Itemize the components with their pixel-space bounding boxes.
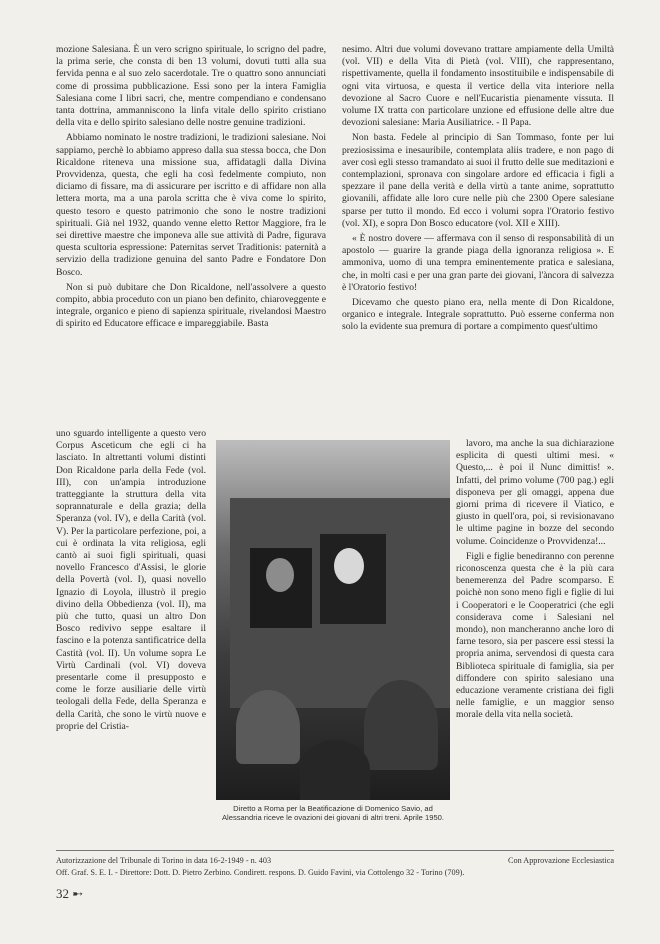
- paragraph: Figli e figlie benediranno con perenne riconoscenza questa che è la più cara benemerenza del Padre scomparso. E poichè non sono meno figli e figlie di lui i Cooperatori e le Cooperatrici (che egli considerava come i Salesiani nel mondo), non mancheranno anche loro di farne tesoro, sia per pascere essi stessi la propria anima, servendosi di questa cara Biblioteca spirituale di famiglia, sia per diffondere con spirito salesiano una educazione veramente cristiana dei figli nelle famiglie, e un maggior senso morale della vita nella società.: [456, 550, 614, 721]
- right-column: [342, 44, 614, 337]
- paragraph: Dicevamo che questo piano era, nella mente di Don Ricaldone, organico e integrale. Integrale soprattutto. Può esserne conferma non solo la evidente sua premura di portare a compimento quest'ultimo: [342, 297, 614, 333]
- footer-line-1: [56, 856, 614, 866]
- paragraph: Non si può dubitare che Don Ricaldone, nell'assolvere a questo compito, abbia proceduto con un piano ben definito, chiaroveggente e integrale, organico e pieno di sapienza spirituale, rivelandosi Maestro di spirito ed Educatore efficace e impareggiabile. Basta: [56, 281, 326, 330]
- paragraph: nesimo. Altri due volumi dovevano trattare ampiamente della Umiltà (vol. VII) e della Vita di Pietà (vol. VIII), che rappresentano, rispettivamente, quella il fondamento insostituibile e indispensabile di ogni vita virtuosa, e questa il vertice della vita interiore nella devozione al Sacro Cuore e nell'Eucaristia pienamente vissuta. Il volume IX tratta con particolare unzione ed effusione delle altre due devozioni salesiane: Maria Ausiliatrice. - Il Papa.: [342, 44, 614, 129]
- page-number-text: 32: [56, 886, 69, 901]
- paragraph: uno sguardo intelligente a questo vero Corpus Asceticum che egli ci ha lasciato. In altrettanti volumi distinti Don Ricaldone parla della Fede (vol. III), con un'ampia introduzione tratteggiante la struttura della vita soprannaturale e della grazia; della Speranza (vol. IV), e della Carità (vol. V). Per la particolare perfezione, poi, a cui è ordinata la vita religiosa, egli cantò ai suoi figli spirituali, quasi novello Francesco d'Assisi, le glorie della Povertà (vol. I), quasi novello Ignazio di Loyola, illustrò il pregio divino della Obbedienza (vol. II), ma più che tutto, quasi un altro Don Bosco redivivo seppe esaltare il fascino e la potenza santificatrice della Castità (vol. II). Un volume sopra Le Virtù Cardinali (vol. VI) doveva presentarle come il presupposto e come le forze ausiliarie delle virtù teologali della Fede, della Speranza e della Carità, che sono le virtù nuove e proprie del Cristia-: [56, 428, 206, 732]
- person-figure: [266, 558, 294, 592]
- left-column: [56, 44, 326, 334]
- paragraph: Abbiamo nominato le nostre tradizioni, le tradizioni salesiane. Noi sappiamo, perchè lo abbiamo appreso dalla sua stessa bocca, che Don Ricaldone riteneva una missione sua, affidatagli dalla Divina Provvidenza, questa, che egli ha così fedelmente compiuto, non diciamo di fissare, ma di assicurare per iscritto e di affidare non alla lettera morta, ma a una parola scritta che è viva come lo spirito, questo tesoro e questo patrimonio che sono le nostre tradizioni spirituali. Già nel 1932, quando venne eletto Rettor Maggiore, fra le sei direttive maestre che imponeva alle sue attività di Padre, figurava questa scultoria espressione: Paternitas servet Traditionis: paternità a servizio della tradizione genuina del santo Padre e Fondatore Don Bosco.: [56, 132, 326, 278]
- paragraph: « È nostro dovere — affermava con il senso di responsabilità di un apostolo — guarire la grande piaga della ignoranza religiosa ». E ammoniva, uomo di una tempra eminentemente pratica e salesiana, che, in molti casi e per una gran parte dei giovani, l'àncora di salvezza è l'Oratorio festivo!: [342, 233, 614, 293]
- crowd-figure: [236, 690, 300, 764]
- paragraph: lavoro, ma anche la sua dichiarazione esplicita di questi ultimi mesi. « Questo,... è poi il Nunc dimittis! ». Infatti, del primo volume (700 pag.) egli disponeva per gli omaggi, appena due giorni prima di ricevere il Viatico, e giusto in quell'ora, poi, si revisionavano le ultime pagine in bozze del secondo volume. Coincidenze o Provvidenza!...: [456, 438, 614, 547]
- left-narrow-column: [56, 428, 206, 736]
- paragraph: mozione Salesiana. È un vero scrigno spirituale, lo scrigno del padre, la prima serie, che consta di ben 13 volumi, dovuti tutti alla sua fervida penna e al suo zelo sacerdotale. Tre o quattro sono annunciati come di prossima pubblicazione. Essi sono per la intera Famiglia Salesiana come I libri sacri, che, mentre compendiano e condensano tanta dottrina, ammanniscono la linfa vitale dello spirito cristiano della vita e dello spirito salesiano delle nostre genuine tradizioni.: [56, 44, 326, 129]
- footer-divider: [56, 850, 614, 851]
- publisher-text: Off. Graf. S. E. I. - Direttore: Dott. D. Pietro Zerbino. Condirett. respons. D. Guido Favini, via Cottolengo 32 - Torino (709).: [56, 868, 465, 877]
- crowd-figure: [300, 740, 370, 800]
- approval-text: Con Approvazione Ecclesiastica: [508, 856, 614, 865]
- arrow-icon: ➸: [72, 886, 84, 901]
- authorization-text: Autorizzazione del Tribunale di Torino in data 16-2-1949 - n. 403: [56, 856, 272, 865]
- footer-line-2: [56, 868, 614, 878]
- paragraph: Non basta. Fedele al principio di San Tommaso, fonte per lui preziosissima e inesauribile, contemplata aliis tradere, e non pago di aver così egli stesso tramandato ai suoi il frutto delle sue meditazioni e contemplazioni, spronava con singolare ardore ed efficacia i figli a spezzare il pane della verità e della virtù a tante anime, soprattutto giovanili, affidate alle loro cure nelle più che 2300 Opere salesiane sparse per tutto il mondo. Ed ecco i volumi sopra l'Oratorio festivo (vol. XI), e sopra Don Bosco educatore (vol. XII e XIII).: [342, 132, 614, 229]
- priest-figure: [334, 548, 364, 584]
- right-narrow-column: [456, 438, 614, 725]
- photo-caption: Diretto a Roma per la Beatificazione di Domenico Savio, ad Alessandria riceve le ovazioni dei giovani di altri treni. Aprile 1950.: [221, 804, 445, 823]
- page-number: [56, 886, 83, 902]
- crowd-figure: [364, 680, 438, 770]
- train-photo: [216, 440, 450, 800]
